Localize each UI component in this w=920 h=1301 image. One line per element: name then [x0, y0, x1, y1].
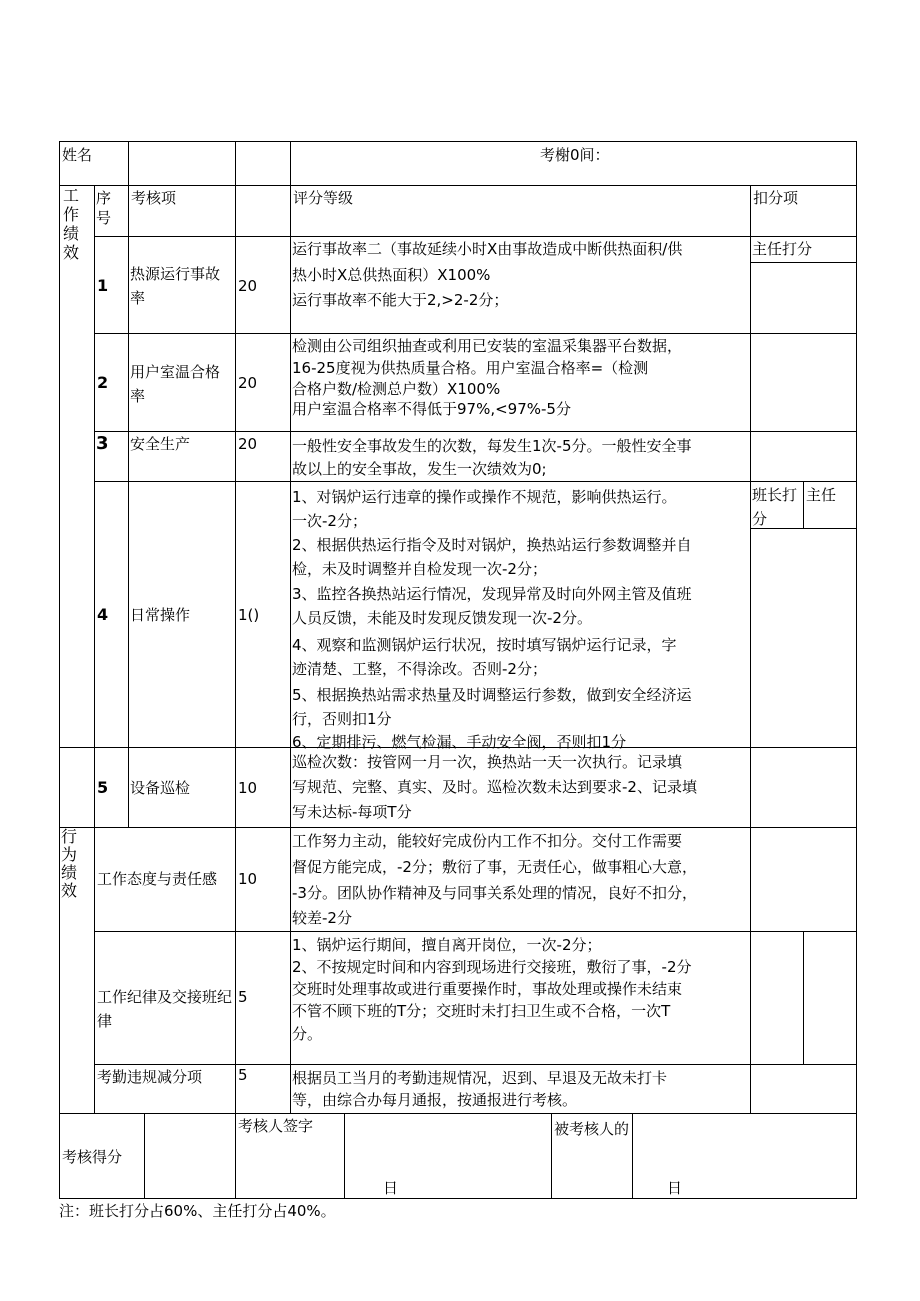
row4-line: 3、监控各换热站运行情况，发现异常及时向外网主管及值班	[292, 585, 692, 603]
row4-line: 人员反馈，未能及时发现反馈发现一次-2分。	[292, 609, 592, 627]
row5-line: 巡检次数：按管网一月一次，换热站一天一次执行。记录填	[292, 753, 683, 771]
row4-line: 行，否则扣1分	[292, 710, 392, 728]
behavior-row2-line: 分。	[292, 1025, 323, 1043]
row5-line: 写规范、完整、真实、及时。巡检次数未达到要求-2、记录填	[292, 778, 697, 796]
row4-seq: 4	[97, 605, 109, 624]
col-grading-header: 评分等级	[293, 189, 354, 207]
row3-score: 20	[238, 435, 258, 453]
behavior-row1-item: 工作态度与责任感	[97, 870, 218, 888]
row4-item: 日常操作	[130, 606, 191, 624]
performance-section-label: 工作绩效	[63, 186, 80, 262]
col-seq-header: 序号	[96, 189, 112, 227]
row1-score: 20	[238, 277, 258, 295]
row3-line: 故以上的安全事故，发生一次绩效为0;	[292, 460, 547, 478]
row4-line: 6、定期排污、燃气检漏、手动安全阀，否则扣1分	[292, 733, 627, 751]
behavior-row3-item: 考勤违规减分项	[97, 1068, 203, 1086]
behavior-row2-line: 2、不按规定时间和内容到现场进行交接班，敷衍了事，-2分	[292, 958, 692, 976]
row5-seq: 5	[97, 778, 109, 797]
row2-score: 20	[238, 374, 258, 392]
assessee-label: 被考核人的	[554, 1120, 630, 1138]
row1-line: 热小时X总供热面积）X100%	[292, 266, 491, 284]
behavior-row1-line: 工作努力主动，能较好完成份内工作不扣分。交付工作需要	[292, 832, 683, 850]
behavior-row2-line: 不管不顾下班的T分；交班时未打扫卫生或不合格，一次T	[292, 1002, 671, 1020]
row2-seq: 2	[97, 373, 109, 392]
period-label: 考榭0间：	[540, 146, 610, 164]
assessor-sign-label: 考核人签字	[238, 1117, 314, 1135]
behavior-row2-line: 1、锅炉运行期间，擅自离开岗位，一次-2分；	[292, 936, 602, 954]
row1-seq: 1	[97, 276, 109, 295]
footnote: 注：班长打分占60%、主任打分占40%。	[59, 1202, 336, 1220]
row2-line: 检测由公司组织抽查或利用已安装的室温采集器平台数据，	[292, 337, 683, 355]
behavior-row1-line: 较差-2分	[292, 909, 352, 927]
behavior-row2-score: 5	[238, 988, 248, 1006]
row1-item: 热源运行事故率	[130, 265, 221, 307]
row4-score: 1()	[238, 606, 260, 624]
behavior-row3-line: 根据员工当月的考勤违规情况，迟到、早退及无故未打卡	[292, 1069, 668, 1087]
assessee-day-label: 日	[667, 1179, 683, 1197]
behavior-section-label: 行为绩效	[61, 827, 78, 900]
row3-seq: 3	[96, 433, 109, 454]
behavior-row2-item: 工作纪律及交接班纪律	[97, 988, 233, 1030]
director-score-label-2: 主任	[806, 486, 837, 504]
col-deduction-header: 扣分项	[753, 189, 799, 207]
row4-line: 2、根据供热运行指令及时对锅炉，换热站运行参数调整并自	[292, 536, 692, 554]
row4-line: 迹清楚、工整，不得涂改。否则-2分；	[292, 660, 547, 678]
row5-score: 10	[238, 779, 258, 797]
row2-line: 用户室温合格率不得低于97%,<97%-5分	[292, 400, 571, 418]
row5-line: 写未达标-每项T分	[292, 803, 412, 821]
director-score-label: 主任打分	[752, 240, 813, 258]
row3-line: 一般性安全事故发生的次数，每发生1次-5分。一般性安全事	[292, 437, 692, 455]
row4-line: 5、根据换热站需求热量及时调整运行参数，做到安全经济运	[292, 686, 692, 704]
row4-line: 1、对锅炉运行违章的操作或操作不规范，影响供热运行。	[292, 488, 677, 506]
row5-item: 设备巡检	[130, 779, 191, 797]
behavior-row1-line: 督促方能完成，-2分；敷衍了事，无责任心，做事粗心大意，	[292, 858, 697, 876]
name-label: 姓名	[62, 146, 93, 164]
row1-line: 运行事故率不能大于2,>2-2分；	[292, 291, 509, 309]
row1-line: 运行事故率二（事故延续小时X由事故造成中断供热面积/供	[292, 240, 683, 258]
behavior-row3-score: 5	[238, 1066, 248, 1084]
row2-line: 合格户数/检测总户数）X100%	[292, 380, 501, 398]
behavior-row1-line: -3分。团队协作精神及与同事关系处理的情况，良好不扣分，	[292, 884, 697, 902]
row4-line: 一次-2分；	[292, 512, 367, 530]
row4-line: 4、观察和监测锅炉运行状况，按时填写锅炉运行记录，字	[292, 636, 677, 654]
behavior-row3-line: 等，由综合办每月通报，按通报进行考核。	[292, 1091, 578, 1109]
row4-line: 检，未及时调整并自检发现一次-2分；	[292, 560, 547, 578]
col-item-header: 考核项	[131, 189, 177, 207]
row2-line: 16-25度视为供热质量合格。用户室温合格率=（检测	[292, 359, 649, 377]
leader-score-label: 班长打分	[752, 486, 798, 528]
behavior-row2-line: 交班时处理事故或进行重要操作时，事故处理或操作未结束	[292, 980, 683, 998]
row3-item: 安全生产	[130, 435, 191, 453]
behavior-row1-score: 10	[238, 870, 258, 888]
score-total-label: 考核得分	[62, 1148, 123, 1166]
row2-item: 用户室温合格率	[130, 363, 221, 405]
assessor-day-label: 日	[383, 1179, 399, 1197]
